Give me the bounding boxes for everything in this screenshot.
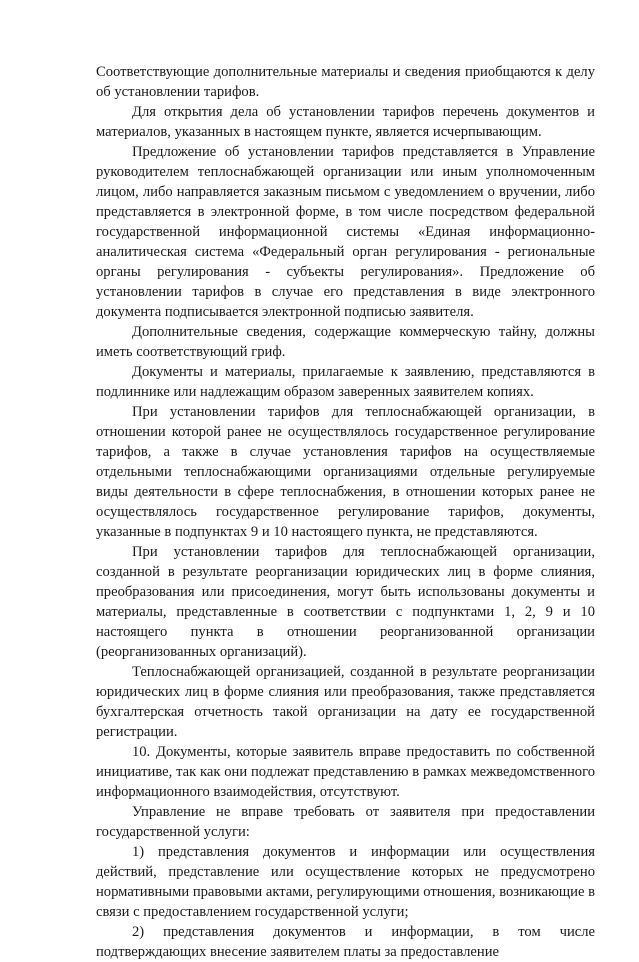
paragraph: Соответствующие дополнительные материалы и сведения приобщаются к делу об установлении тарифов. (96, 64, 595, 100)
paragraph: 1) представления документов и информации или осуществления действий, представление или осуществление которых не предусмотрено нормативными правовыми актами, регулирующими отношения, возникающие в связи с предоставлением государственной услуги; (96, 844, 595, 920)
paragraph: При установлении тарифов для теплоснабжающей организации, в отношении которой ранее не осуществлялось государственное регулирование тарифов, а также в случае установления тарифов на осуществляемые отдельными теплоснабжающими организациями отдельные регулируемые виды деятельности в сфере теплоснабжения, в отношении которых ранее не осуществлялось государственное регулирование тарифов, документы, указанные в подпунктах 9 и 10 настоящего пункта, не представляются. (96, 404, 595, 540)
paragraph: 2) представления документов и информации, в том числе подтверждающих внесение заявителем платы за предоставление (96, 924, 595, 960)
paragraph: Теплоснабжающей организацией, созданной в результате реорганизации юридических лиц в форме слияния или преобразования, также представляется бухгалтерская отчетность такой организации на дату ее государственной регистрации. (96, 664, 595, 740)
paragraph: При установлении тарифов для теплоснабжающей организации, созданной в результате реорганизации юридических лиц в форме слияния, преобразования или присоединения, могут быть использованы документы и материалы, представленные в соответствии с подпунктами 1, 2, 9 и 10 настоящего пункта в отношении реорганизованной организации (реорганизованных организаций). (96, 544, 595, 660)
paragraph: Управление не вправе требовать от заявителя при предоставлении государственной услуги: (96, 804, 595, 840)
paragraph: Предложение об установлении тарифов представляется в Управление руководителем теплоснабжающей организации или иным уполномоченным лицом, либо направляется заказным письмом с уведомлением о вручении, либо представляется в электронной форме, в том числе посредством федеральной государственной информационной системы «Единая информационно-аналитическая система «Федеральный орган регулирования - региональные органы регулирования - субъекты регулирования». Предложение об установлении тарифов в случае его представления в виде электронного документа подписывается электронной подписью заявителя. (96, 144, 595, 320)
paragraph: Дополнительные сведения, содержащие коммерческую тайну, должны иметь соответствующий гриф. (96, 324, 595, 360)
paragraph: 10. Документы, которые заявитель вправе предоставить по собственной инициативе, так как они подлежат представлению в рамках межведомственного информационного взаимодействия, отсутствуют. (96, 744, 595, 800)
paragraph: Для открытия дела об установлении тарифов перечень документов и материалов, указанных в настоящем пункте, является исчерпывающим. (96, 104, 595, 140)
paragraph: Документы и материалы, прилагаемые к заявлению, представляются в подлиннике или надлежащим образом заверенных заявителем копиях. (96, 364, 595, 400)
